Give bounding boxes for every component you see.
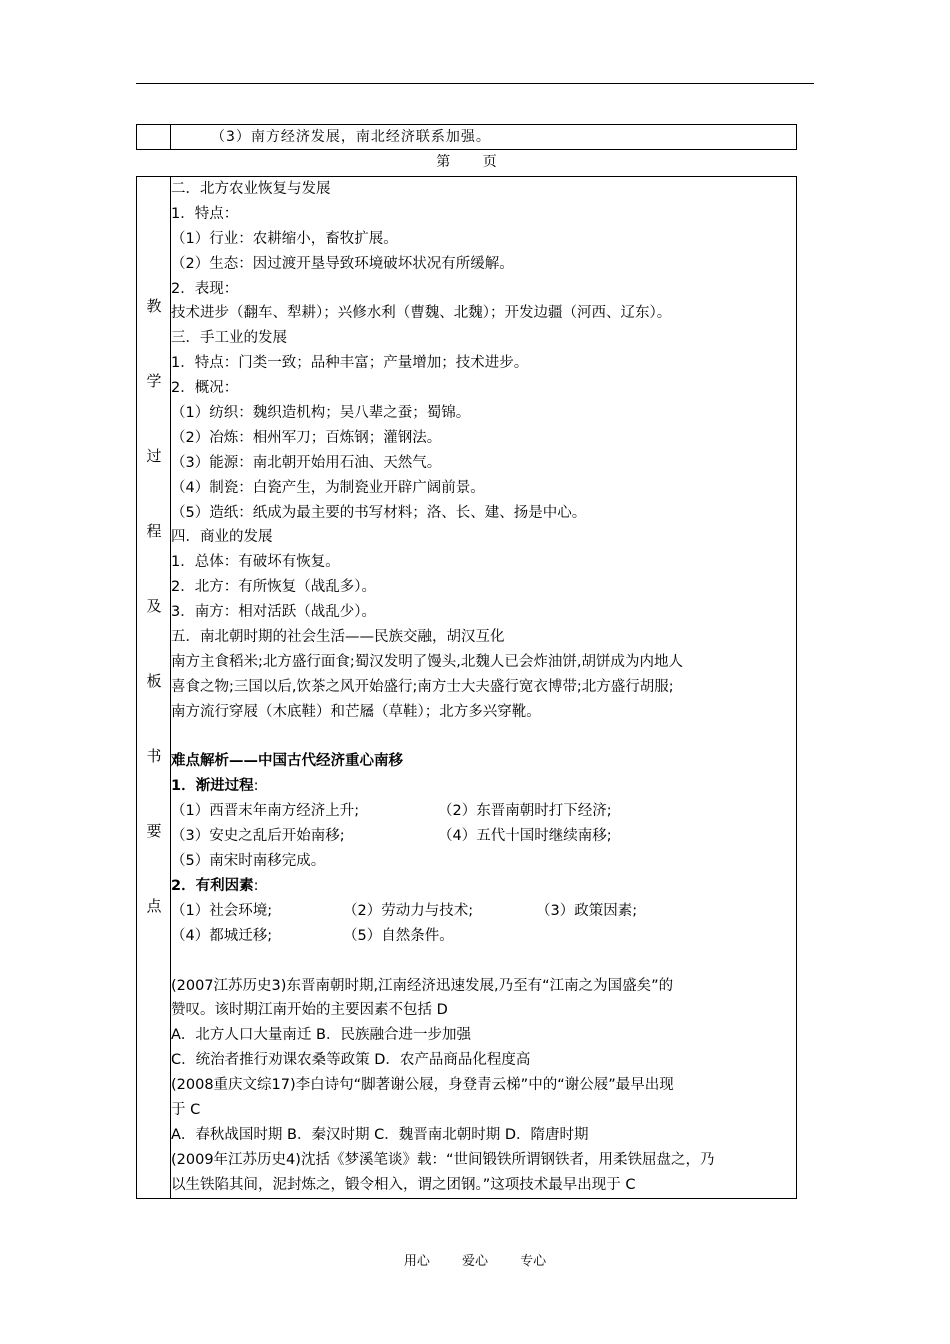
- footer-text: 专心: [520, 1254, 547, 1269]
- page-label: [136, 150, 797, 174]
- gradual-item: （4）五代十国时继续南移;: [438, 828, 612, 845]
- question-line: (2007江苏历史3)东晋南朝时期,江南经济迅速发展,乃至有“江南之为国盛矣”的: [171, 977, 674, 994]
- content-line: 1．特点：: [171, 205, 239, 222]
- footer-text: 用心: [403, 1254, 430, 1269]
- gradual-row: [171, 824, 796, 849]
- gradual-process-title: 1．渐进过程: [171, 778, 254, 795]
- question-line: (2008重庆文综17)李白诗句“脚著谢公屐，身登青云梯”中的“谢公屐”最早出现: [171, 1077, 674, 1094]
- side-label-char: 教: [146, 297, 162, 315]
- gradual-process-colon: :: [253, 778, 259, 795]
- question-option-line: A．春秋战国时期 B．秦汉时期 C．魏晋南北朝时期 D．隋唐时期: [171, 1126, 589, 1143]
- continuation-text: （3）南方经济发展，南北经济联系加强。: [171, 125, 797, 150]
- side-label-char: 书: [146, 747, 162, 765]
- side-label-char: 学: [146, 372, 162, 390]
- question-option-line: C．统治者推行劝课农桑等政策 D．农产品商品化程度高: [171, 1052, 531, 1069]
- lesson-content: [171, 177, 797, 1199]
- content-line: 1．特点：门类一致；品种丰富；产量增加；技术进步。: [171, 355, 529, 372]
- gradual-process-heading: [171, 774, 796, 799]
- gradual-item: （2）东晋南朝时打下经济;: [438, 803, 612, 820]
- spacer: [171, 725, 796, 750]
- side-label-char: 及: [146, 597, 162, 615]
- content-line: （1）纺织：魏织造机构；吴八辈之蚕；蜀锦。: [171, 405, 471, 422]
- content-line: 南方主食稻米;北方盛行面食;蜀汉发明了馒头,北魏人已会炸油饼,胡饼成为内地人: [171, 653, 683, 670]
- side-label-column: [137, 177, 171, 1199]
- factor-item: （3）政策因素;: [536, 902, 638, 919]
- section-heading-handicraft: 三．手工业的发展: [171, 330, 287, 347]
- content-line: 2．北方：有所恢复（战乱多）。: [171, 579, 376, 596]
- header-rule: [136, 83, 814, 84]
- continuation-table: [136, 124, 797, 150]
- content-line: 2．概况：: [171, 380, 239, 397]
- question-line: (2009年江苏历史4)沈括《梦溪笔谈》载：“世间锻铁所谓钢铁者，用柔铁屈盘之，乃: [171, 1151, 715, 1168]
- page-label-left: 第: [436, 154, 451, 170]
- side-label-char: 过: [146, 447, 162, 465]
- spacer: [171, 949, 796, 974]
- side-label-char: 程: [146, 522, 162, 540]
- side-label-char: 点: [146, 897, 162, 915]
- factor-row: [171, 924, 796, 949]
- side-label-char: 板: [146, 672, 162, 690]
- footer-text: 爱心: [461, 1254, 488, 1269]
- content-line: 喜食之物;三国以后,饮茶之风开始盛行;南方士大夫盛行宽衣博带;北方盛行胡服;: [171, 678, 674, 695]
- gradual-item: （3）安史之乱后开始南移;: [171, 828, 345, 845]
- content-line: （2）生态：因过渡开垦导致环境破坏状况有所缓解。: [171, 255, 514, 272]
- content-line: 3．南方：相对活跃（战乱少）。: [171, 604, 376, 621]
- factor-item: （4）都城迁移;: [171, 927, 273, 944]
- gradual-row: [171, 799, 796, 824]
- page-footer: [0, 1250, 950, 1269]
- gradual-row: [171, 849, 796, 874]
- factor-row: [171, 899, 796, 924]
- question-line: 以生铁陷其间，泥封炼之，锻令相入，谓之团钢。”这项技术最早出现于 C: [171, 1176, 636, 1193]
- question-option-line: A．北方人口大量南迁 B．民族融合进一步加强: [171, 1027, 471, 1044]
- content-line: （1）行业：农耕缩小，畜牧扩展。: [171, 230, 398, 247]
- content-line: （2）冶炼：相州军刀；百炼钢；灌钢法。: [171, 429, 442, 446]
- content-line: 南方流行穿屐（木底鞋）和芒屩（草鞋）；北方多兴穿靴。: [171, 703, 541, 720]
- favorable-factors-heading: [171, 874, 796, 899]
- section-heading-commerce: 四．商业的发展: [171, 529, 273, 546]
- content-line: 2．表现：: [171, 280, 239, 297]
- content-line: （3）能源：南北朝开始用石油、天然气。: [171, 454, 442, 471]
- section-heading-social-life: 五．南北朝时期的社会生活——民族交融，胡汉互化: [171, 629, 505, 646]
- gradual-item: （5）南宋时南移完成。: [171, 853, 326, 870]
- factor-item: （1）社会环境;: [171, 902, 273, 919]
- favorable-factors-title: 2．有利因素: [171, 877, 254, 894]
- side-label-char: 要: [146, 822, 162, 840]
- question-line: 赞叹。该时期江南开始的主要因素不包括 D: [171, 1002, 448, 1019]
- page-label-right: 页: [482, 154, 497, 170]
- question-line: 于 C: [171, 1101, 201, 1118]
- factor-item: （2）劳动力与技术;: [343, 902, 474, 919]
- section-heading-agriculture: 二．北方农业恢复与发展: [171, 181, 331, 197]
- factor-item: （5）自然条件。: [343, 927, 454, 944]
- favorable-factors-colon: :: [253, 877, 259, 894]
- content-line: （4）制瓷：白瓷产生，为制瓷业开辟广阔前景。: [171, 479, 485, 496]
- content-line: （5）造纸：纸成为最主要的书写材料；洛、长、建、扬是中心。: [171, 504, 587, 521]
- content-line: 技术进步（翻车、犁耕）；兴修水利（曹魏、北魏）；开发边疆（河西、辽东）。: [171, 305, 672, 322]
- lesson-table: [136, 176, 797, 1199]
- difficulty-title: 难点解析——中国古代经济重心南移: [171, 753, 403, 770]
- gradual-item: （1）西晋末年南方经济上升;: [171, 803, 360, 820]
- content-line: 1．总体：有破坏有恢复。: [171, 554, 340, 571]
- continuation-side-cell: [137, 125, 171, 150]
